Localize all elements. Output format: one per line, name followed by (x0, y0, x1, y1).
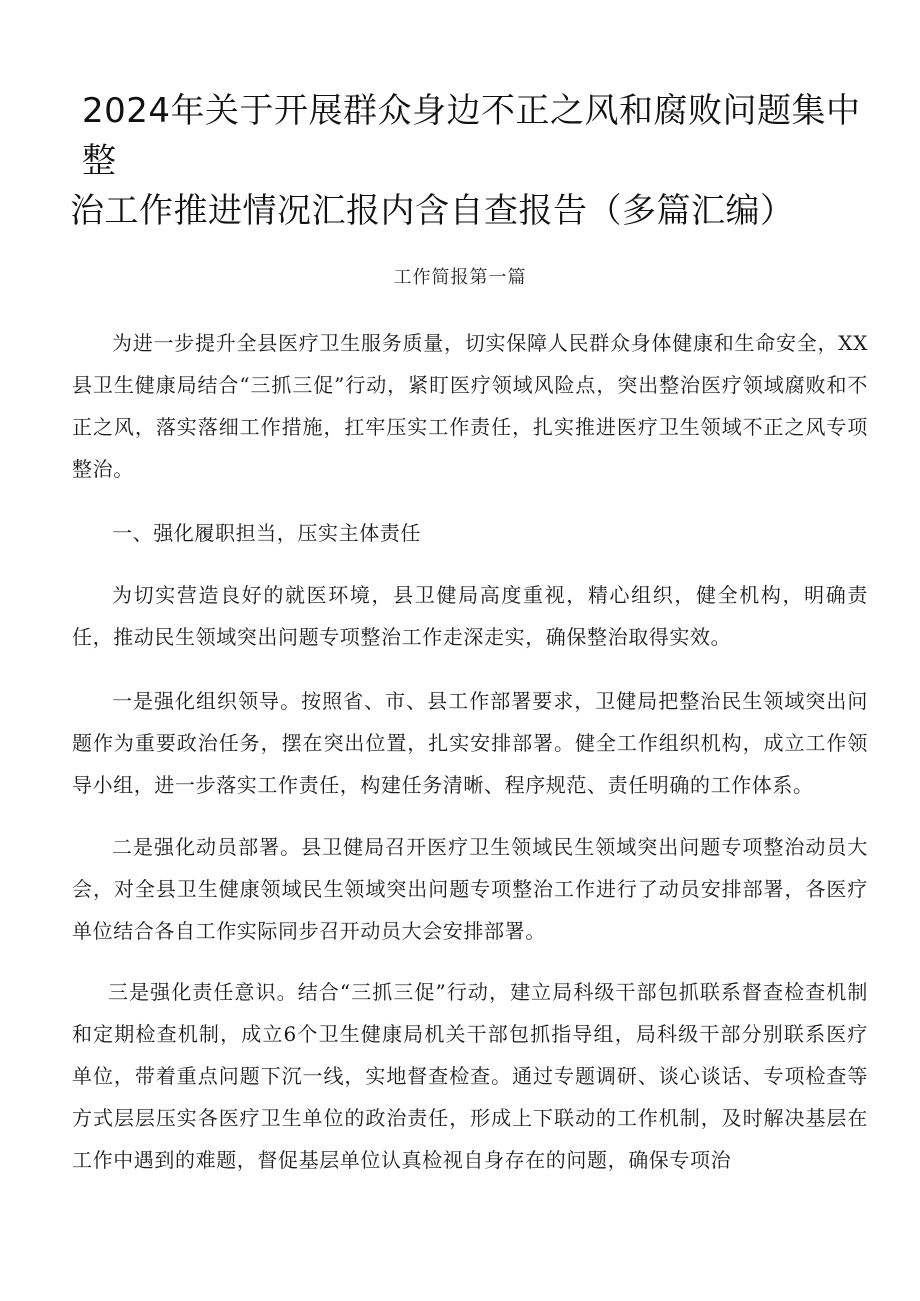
document-title-line-1: 2024年关于开展群众身边不正之风和腐败问题集中整 (82, 91, 861, 181)
paragraph-environment: 为切实营造良好的就医环境，县卫健局高度重视，精心组织，健全机构，明确责任，推动民生领域突出问题专项整治工作走深走实，确保整治取得实效。 (72, 583, 868, 649)
paragraph-mobilization: 二是强化动员部署。县卫健局召开医疗卫生领域民生领域突出问题专项整治动员大会，对全县卫生健康领域民生领域突出问题专项整治工作进行了动员安排部署，各医疗单位结合各自工作实际同步召开动员大会安排部署。 (72, 835, 868, 943)
intro-paragraph: 为进一步提升全县医疗卫生服务质量，切实保障人民群众身体健康和生命安全，XX县卫生健康局结合“三抓三促”行动，紧盯医疗领域风险点，突出整治医疗领域腐败和不正之风，落实落细工作措施，扛牢压实工作责任，扎实推进医疗卫生领域不正之风专项整治。 (72, 331, 868, 481)
paragraph-responsibility: 三是强化责任意识。结合“三抓三促”行动，建立局科级干部包抓联系督查检查机制和定期检查机制，成立6个卫生健康局机关干部包抓指导组，局科级干部分别联系医疗单位，带着重点问题下沉一线，实地督查检查。通过专题调研、谈心谈话、专项检查等方式层层压实各医疗卫生单位的政治责任，形成上下联动的工作机制，及时解决基层在工作中遇到的难题，督促基层单位认真检视自身存在的问题，确保专项治 (72, 980, 868, 1172)
section-heading: 工作简报第一篇 (393, 267, 527, 288)
subheading-strengthen-duty: 一、强化履职担当，压实主体责任 (112, 521, 421, 545)
document-title (70, 86, 870, 236)
paragraph-organization-leadership: 一是强化组织领导。按照省、市、县工作部署要求，卫健局把整治民生领域突出问题作为重要政治任务，摆在突出位置，扎实安排部署。健全工作组织机构，成立工作领导小组，进一步落实工作责任，构建任务清晰、程序规范、责任明确的工作体系。 (72, 689, 868, 797)
document-title-line-2: 治工作推进情况汇报内含自查报告（多篇汇编） (70, 191, 795, 231)
